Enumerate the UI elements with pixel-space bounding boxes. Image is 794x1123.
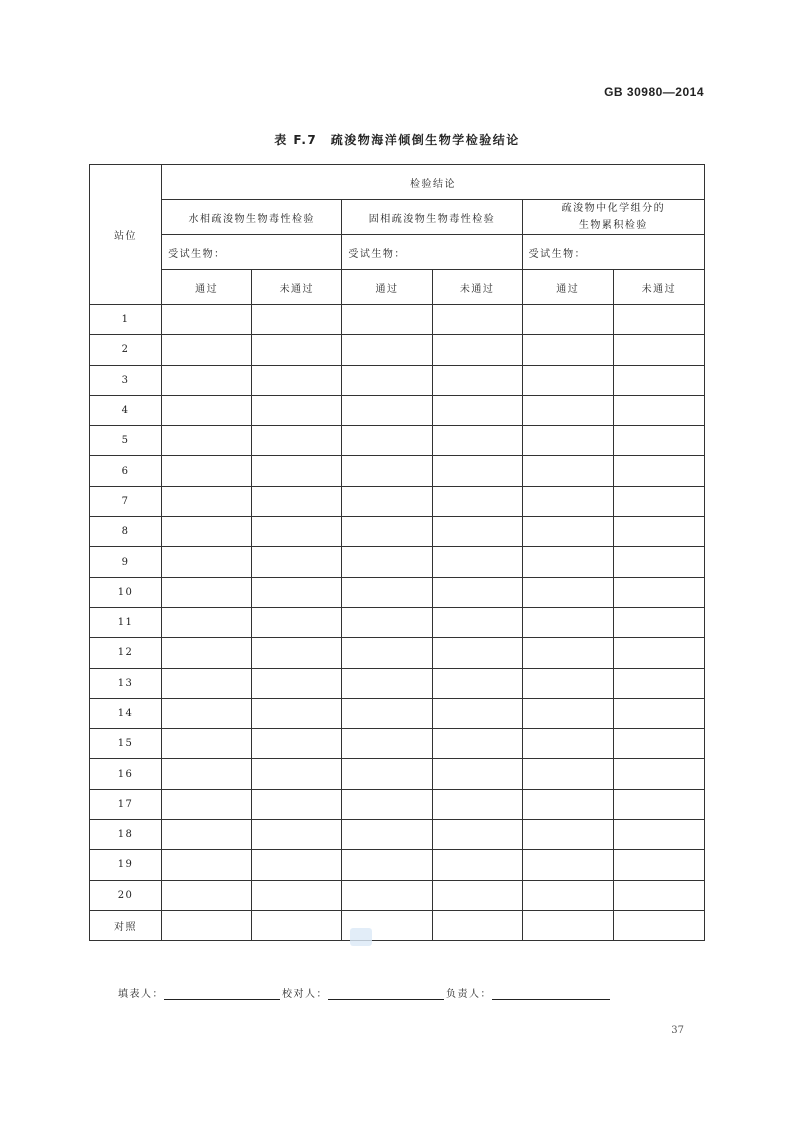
fail-cell[interactable] xyxy=(613,668,704,698)
fail-cell[interactable] xyxy=(613,729,704,759)
pass-cell[interactable] xyxy=(522,698,613,728)
station-cell: 对照 xyxy=(90,910,162,940)
fail-cell[interactable] xyxy=(613,426,704,456)
table-row xyxy=(90,759,705,789)
fail-cell[interactable] xyxy=(252,577,342,607)
table-row xyxy=(90,789,705,819)
pass-cell[interactable] xyxy=(342,880,432,910)
fail-cell[interactable] xyxy=(252,547,342,577)
pass-cell[interactable] xyxy=(522,759,613,789)
fail-cell[interactable] xyxy=(613,547,704,577)
fail-cell[interactable] xyxy=(613,517,704,547)
fail-cell[interactable] xyxy=(252,759,342,789)
pass-cell[interactable] xyxy=(342,729,432,759)
pass-cell[interactable] xyxy=(342,789,432,819)
filler-label: 填表人： xyxy=(118,989,164,1000)
fail-cell[interactable] xyxy=(252,910,342,940)
table-row xyxy=(90,729,705,759)
test-header-bioaccumulation-line2: 生物累积检验 xyxy=(578,220,648,231)
pass-cell[interactable] xyxy=(342,426,432,456)
station-cell: 3 xyxy=(90,365,162,395)
fail-cell[interactable] xyxy=(613,820,704,850)
checker-line[interactable] xyxy=(328,987,444,1000)
pass-cell[interactable] xyxy=(162,305,252,335)
test-header-solid: 固相疏浚物生物毒性检验 xyxy=(342,200,522,235)
station-cell: 14 xyxy=(90,698,162,728)
station-header: 站位 xyxy=(90,165,162,305)
fail-cell[interactable] xyxy=(252,456,342,486)
pass-cell[interactable] xyxy=(522,729,613,759)
pass-cell[interactable] xyxy=(342,395,432,425)
pass-cell[interactable] xyxy=(522,486,613,516)
station-cell: 20 xyxy=(90,880,162,910)
responsible-line[interactable] xyxy=(492,987,610,1000)
test-header-bioaccumulation-line1: 疏浚物中化学组分的 xyxy=(561,203,666,214)
table-row xyxy=(90,426,705,456)
pass-cell[interactable] xyxy=(162,820,252,850)
station-cell: 5 xyxy=(90,426,162,456)
station-cell: 13 xyxy=(90,668,162,698)
fail-cell[interactable] xyxy=(252,365,342,395)
pass-cell[interactable] xyxy=(342,607,432,637)
pass-cell[interactable] xyxy=(162,456,252,486)
station-cell: 7 xyxy=(90,486,162,516)
fail-cell[interactable] xyxy=(252,820,342,850)
station-cell: 16 xyxy=(90,759,162,789)
pass-cell[interactable] xyxy=(522,910,613,940)
table-row xyxy=(90,395,705,425)
table-row xyxy=(90,607,705,637)
organism-label: 受试生物： xyxy=(342,235,522,270)
conclusion-table xyxy=(89,164,705,941)
pass-cell[interactable] xyxy=(162,910,252,940)
fail-cell[interactable] xyxy=(432,880,522,910)
fail-cell[interactable] xyxy=(432,668,522,698)
fail-cell[interactable] xyxy=(432,305,522,335)
station-cell: 11 xyxy=(90,607,162,637)
table-row xyxy=(90,638,705,668)
pass-cell[interactable] xyxy=(342,698,432,728)
pass-cell[interactable] xyxy=(162,335,252,365)
station-cell: 2 xyxy=(90,335,162,365)
fail-cell[interactable] xyxy=(432,607,522,637)
station-cell: 19 xyxy=(90,850,162,880)
pass-cell[interactable] xyxy=(522,577,613,607)
fail-cell[interactable] xyxy=(432,547,522,577)
table-row xyxy=(90,880,705,910)
pass-cell[interactable] xyxy=(162,547,252,577)
fail-cell[interactable] xyxy=(613,638,704,668)
station-cell: 9 xyxy=(90,547,162,577)
pass-cell[interactable] xyxy=(162,638,252,668)
fail-cell[interactable] xyxy=(432,395,522,425)
fail-cell[interactable] xyxy=(613,850,704,880)
pass-cell[interactable] xyxy=(522,880,613,910)
table-row xyxy=(90,456,705,486)
pass-cell[interactable] xyxy=(342,759,432,789)
pass-cell[interactable] xyxy=(522,365,613,395)
fail-cell[interactable] xyxy=(432,577,522,607)
fail-cell[interactable] xyxy=(613,880,704,910)
pass-cell[interactable] xyxy=(522,820,613,850)
table-row xyxy=(90,850,705,880)
table-row xyxy=(90,547,705,577)
fail-cell[interactable] xyxy=(613,456,704,486)
filler-line[interactable] xyxy=(164,987,280,1000)
page-number: 37 xyxy=(671,1025,684,1036)
pass-cell[interactable] xyxy=(162,365,252,395)
pass-cell[interactable] xyxy=(342,335,432,365)
pass-cell[interactable] xyxy=(342,517,432,547)
pass-header: 通过 xyxy=(522,270,613,305)
fail-cell[interactable] xyxy=(613,607,704,637)
fail-cell[interactable] xyxy=(432,759,522,789)
station-cell: 12 xyxy=(90,638,162,668)
fail-cell[interactable] xyxy=(432,789,522,819)
fail-cell[interactable] xyxy=(252,395,342,425)
pass-cell[interactable] xyxy=(162,607,252,637)
table-row xyxy=(90,335,705,365)
table-row xyxy=(90,577,705,607)
fail-cell[interactable] xyxy=(252,698,342,728)
fail-cell[interactable] xyxy=(613,365,704,395)
pass-cell[interactable] xyxy=(162,729,252,759)
fail-header: 未通过 xyxy=(252,270,342,305)
pass-cell[interactable] xyxy=(522,638,613,668)
pass-cell[interactable] xyxy=(162,759,252,789)
pass-cell[interactable] xyxy=(342,547,432,577)
fail-cell[interactable] xyxy=(432,850,522,880)
pass-cell[interactable] xyxy=(522,426,613,456)
pass-cell[interactable] xyxy=(342,638,432,668)
pass-cell[interactable] xyxy=(522,305,613,335)
table-title: 表 F.7 疏浚物海洋倾倒生物学检验结论 xyxy=(274,133,520,147)
group-header: 检验结论 xyxy=(162,165,705,200)
station-cell: 15 xyxy=(90,729,162,759)
fail-cell[interactable] xyxy=(613,698,704,728)
fail-cell[interactable] xyxy=(613,789,704,819)
pass-cell[interactable] xyxy=(522,517,613,547)
station-cell: 1 xyxy=(90,305,162,335)
fail-cell[interactable] xyxy=(432,729,522,759)
fail-cell[interactable] xyxy=(252,335,342,365)
fail-cell[interactable] xyxy=(432,910,522,940)
pass-cell[interactable] xyxy=(162,395,252,425)
pass-cell[interactable] xyxy=(522,668,613,698)
table-row xyxy=(90,668,705,698)
pass-cell[interactable] xyxy=(522,547,613,577)
pass-cell[interactable] xyxy=(522,607,613,637)
test-header-aqueous: 水相疏浚物生物毒性检验 xyxy=(162,200,342,235)
pass-header: 通过 xyxy=(342,270,432,305)
pass-cell[interactable] xyxy=(342,850,432,880)
pass-cell[interactable] xyxy=(162,517,252,547)
fail-cell[interactable] xyxy=(432,820,522,850)
pass-cell[interactable] xyxy=(522,850,613,880)
fail-cell[interactable] xyxy=(252,607,342,637)
pass-header: 通过 xyxy=(162,270,252,305)
organism-label: 受试生物： xyxy=(162,235,342,270)
fail-cell[interactable] xyxy=(613,395,704,425)
table-row xyxy=(90,305,705,335)
fail-cell[interactable] xyxy=(252,305,342,335)
station-cell: 8 xyxy=(90,517,162,547)
fail-cell[interactable] xyxy=(252,426,342,456)
station-cell: 18 xyxy=(90,820,162,850)
fail-cell[interactable] xyxy=(613,759,704,789)
fail-cell[interactable] xyxy=(613,486,704,516)
table-row xyxy=(90,486,705,516)
table-row xyxy=(90,820,705,850)
pass-cell[interactable] xyxy=(522,395,613,425)
fail-cell[interactable] xyxy=(252,668,342,698)
table-row xyxy=(90,910,705,940)
pass-cell[interactable] xyxy=(162,577,252,607)
fail-cell[interactable] xyxy=(252,850,342,880)
fail-cell[interactable] xyxy=(432,486,522,516)
pass-cell[interactable] xyxy=(162,426,252,456)
fail-cell[interactable] xyxy=(252,517,342,547)
fail-cell[interactable] xyxy=(432,698,522,728)
pass-cell[interactable] xyxy=(162,486,252,516)
pass-cell[interactable] xyxy=(522,456,613,486)
standard-code: GB 30980—2014 xyxy=(604,85,704,99)
fail-cell[interactable] xyxy=(613,335,704,365)
test-header-bioaccumulation xyxy=(522,200,704,235)
pass-cell[interactable] xyxy=(162,668,252,698)
fail-header: 未通过 xyxy=(432,270,522,305)
station-cell: 4 xyxy=(90,395,162,425)
pass-cell[interactable] xyxy=(342,365,432,395)
station-cell: 10 xyxy=(90,577,162,607)
fail-cell[interactable] xyxy=(432,426,522,456)
pass-cell[interactable] xyxy=(162,789,252,819)
checker-label: 校对人： xyxy=(282,989,328,1000)
table-row xyxy=(90,517,705,547)
pass-cell[interactable] xyxy=(342,305,432,335)
fail-cell[interactable] xyxy=(252,638,342,668)
signature-footer xyxy=(118,985,612,1000)
fail-header: 未通过 xyxy=(613,270,704,305)
fail-cell[interactable] xyxy=(432,456,522,486)
pass-cell[interactable] xyxy=(342,668,432,698)
fail-cell[interactable] xyxy=(432,335,522,365)
fail-cell[interactable] xyxy=(613,577,704,607)
fail-cell[interactable] xyxy=(252,729,342,759)
pass-cell[interactable] xyxy=(342,577,432,607)
pass-cell[interactable] xyxy=(522,335,613,365)
watermark-stamp xyxy=(350,928,372,946)
fail-cell[interactable] xyxy=(613,910,704,940)
fail-cell[interactable] xyxy=(432,638,522,668)
pass-cell[interactable] xyxy=(522,789,613,819)
fail-cell[interactable] xyxy=(252,486,342,516)
pass-cell[interactable] xyxy=(342,456,432,486)
fail-cell[interactable] xyxy=(432,365,522,395)
organism-label: 受试生物： xyxy=(522,235,704,270)
fail-cell[interactable] xyxy=(432,517,522,547)
pass-cell[interactable] xyxy=(162,698,252,728)
station-cell: 6 xyxy=(90,456,162,486)
pass-cell[interactable] xyxy=(342,486,432,516)
responsible-label: 负责人： xyxy=(446,989,492,1000)
table-row xyxy=(90,698,705,728)
pass-cell[interactable] xyxy=(162,880,252,910)
station-cell: 17 xyxy=(90,789,162,819)
table-row xyxy=(90,365,705,395)
fail-cell[interactable] xyxy=(613,305,704,335)
fail-cell[interactable] xyxy=(252,880,342,910)
pass-cell[interactable] xyxy=(342,820,432,850)
fail-cell[interactable] xyxy=(252,789,342,819)
pass-cell[interactable] xyxy=(162,850,252,880)
